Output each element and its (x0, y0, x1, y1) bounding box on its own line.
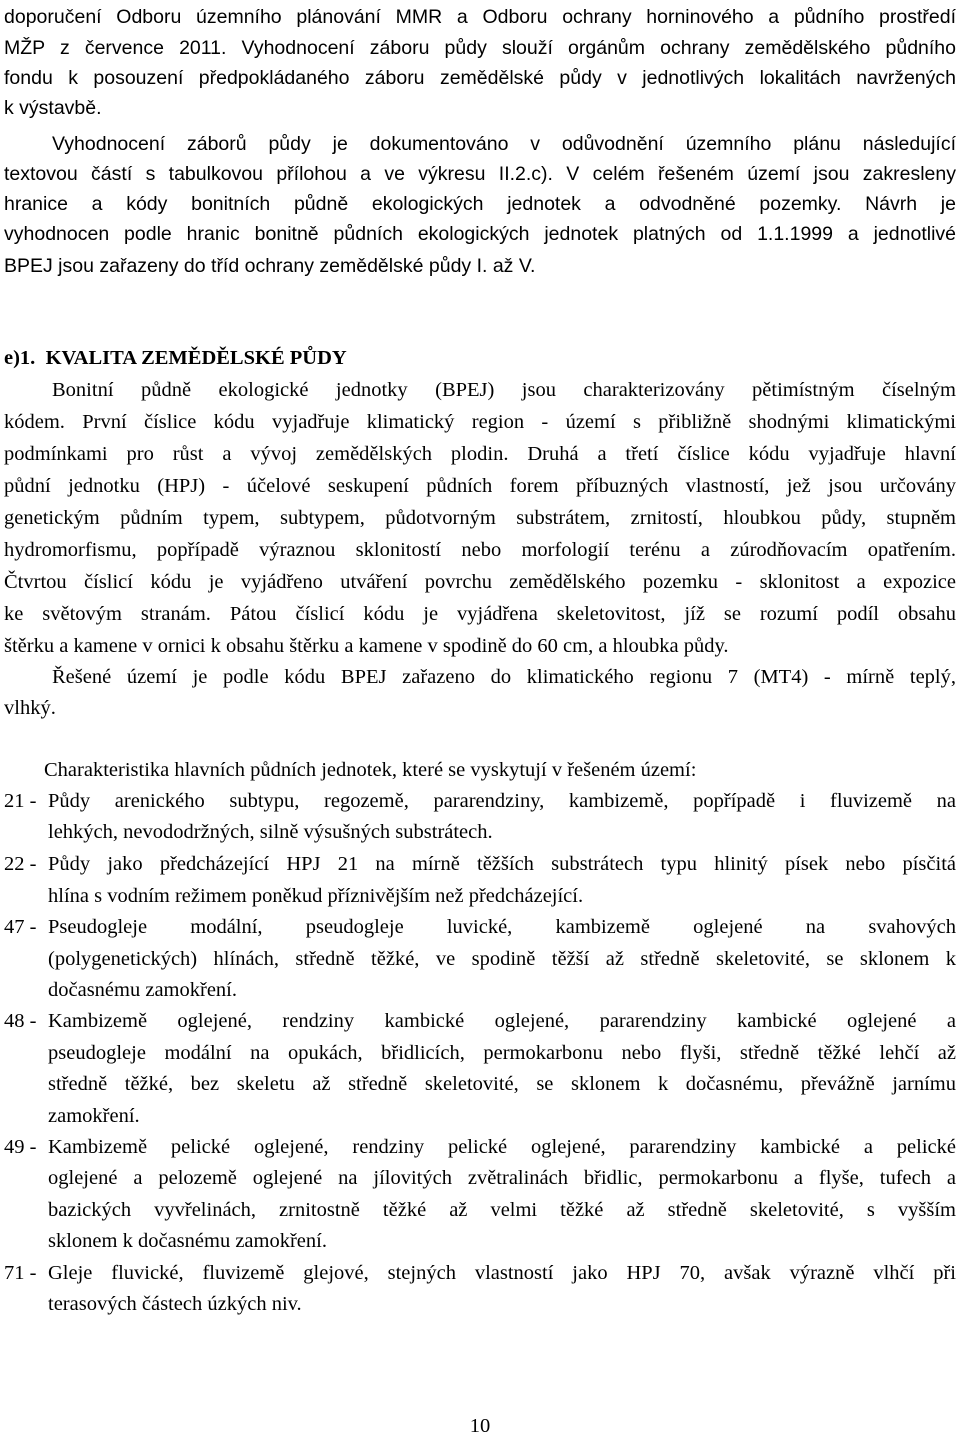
unit-line: bazických vyvřelinách, zrnitostně těžké až velmi těžké až středně skeletovité, s vyšším (48, 1199, 956, 1221)
unit-line: dočasnému zamokření. (48, 979, 237, 1001)
evaluation-line: vyhodnocen podle hranic bonitně půdních ekologických jednotek platných od 1.1.1999 a jednotlivé (4, 223, 956, 245)
intro-line: k výstavbě. (4, 97, 102, 119)
unit-line: (polygenetických) hlínách, středně těžké, ve spodině těžší až středně skeletovité, se sklonem k (48, 948, 956, 970)
region-line: vlhký. (4, 697, 56, 719)
section-line: genetickým půdním typem, subtypem, půdotvorným substrátem, zrnitostí, hloubkou půdy, stupněm (4, 507, 956, 529)
evaluation-line: hranice a kódy bonitních půdně ekologických jednotek a odvodněné pozemky. Návrh je (4, 193, 956, 215)
section-line: hydromorfismu, popřípadě výraznou sklonitostí nebo morfologií terénu a zúrodňovacím opatřením. (4, 539, 956, 561)
section-line: půdní jednotku (HPJ) - účelové seskupení půdních forem příbuzných vlastností, jež jsou určovány (4, 475, 956, 497)
unit-code: 71 - (4, 1262, 37, 1284)
unit-line: terasových částech úzkých niv. (48, 1293, 302, 1315)
unit-code: 49 - (4, 1136, 37, 1158)
unit-code: 22 - (4, 853, 37, 875)
section-number: e)1. (4, 347, 36, 369)
section-line: podmínkami pro růst a vývoj zemědělských plodin. Druhá a třetí číslice kódu vyjadřuje hlavní (4, 443, 956, 465)
evaluation-line: Vyhodnocení záborů půdy je dokumentováno v odůvodnění územního plánu následující (52, 133, 956, 155)
units-intro: Charakteristika hlavních půdních jednotek, které se vyskytují v řešeném území: (44, 759, 697, 781)
evaluation-line: BPEJ jsou zařazeny do tříd ochrany zemědělské půdy I. až V. (4, 255, 536, 277)
unit-line: Půdy jako předcházející HPJ 21 na mírně těžších substrátech typu hlinitý písek nebo písčitá (48, 853, 956, 875)
unit-line: Pseudogleje modální, pseudogleje luvické, kambizemě oglejené na svahových (48, 916, 956, 938)
unit-line: Kambizemě oglejené, rendziny kambické oglejené, pararendziny kambické oglejené a (48, 1010, 956, 1032)
unit-line: středně těžké, bez skeletu až středně skeletovité, se sklonem k dočasnému, převážně jarnímu (48, 1073, 956, 1095)
unit-line: oglejené a pelozemě oglejené na jílovitých zvětralinách břidlic, permokarbonu a flyše, tufech a (48, 1167, 956, 1189)
unit-line: pseudogleje modální na opukách, břidlicích, permokarbonu nebo flyši, středně těžké lehčí až (48, 1042, 956, 1064)
unit-line: hlína s vodním režimem poněkud příznivějším než předcházející. (48, 885, 584, 907)
section-title: KVALITA ZEMĚDĚLSKÉ PŮDY (45, 347, 347, 369)
unit-code: 21 - (4, 790, 37, 812)
section-heading (4, 342, 956, 374)
intro-line: fondu k posouzení předpokládaného záboru zemědělské půdy v jednotlivých lokalitách navržených (4, 67, 956, 89)
unit-line: Půdy arenického subtypu, regozemě, pararendziny, kambizemě, popřípadě i fluvizemě na (48, 790, 956, 812)
region-line: Řešené území je podle kódu BPEJ zařazeno do klimatického regionu 7 (MT4) - mírně teplý, (52, 666, 956, 688)
section-line: kódem. První číslice kódu vyjadřuje klimatický region - území s přibližně shodnými klimatickými (4, 411, 956, 433)
page-number: 10 (469, 1415, 491, 1437)
unit-code: 48 - (4, 1010, 37, 1032)
unit-code: 47 - (4, 916, 37, 938)
unit-line: zamokření. (48, 1105, 140, 1127)
unit-line: Gleje fluvické, fluvizemě glejové, stejných vlastností jako HPJ 70, avšak výrazně vlhčí při (48, 1262, 956, 1284)
unit-line: Kambizemě pelické oglejené, rendziny pelické oglejené, pararendziny kambické a pelické (48, 1136, 956, 1158)
evaluation-line: textovou částí s tabulkovou přílohou a ve výkresu II.2.c). V celém řešeném území jsou zakresleny (4, 163, 956, 185)
section-line: Čtvrtou číslicí kódu je vyjádřeno utváření povrchu zemědělského pozemku - sklonitost a expozice (4, 571, 956, 593)
section-line: ke světovým stranám. Pátou číslicí kódu je vyjádřena skeletovitost, jíž se rozumí podíl obsahu (4, 603, 956, 625)
intro-line: doporučení Odboru územního plánování MMR a Odboru ochrany horninového a půdního prostředí (4, 6, 956, 28)
unit-line: sklonem k dočasnému zamokření. (48, 1230, 327, 1252)
section-line: Bonitní půdně ekologické jednotky (BPEJ) jsou charakterizovány pětimístným číselným (52, 379, 956, 401)
unit-line: lehkých, nevododržných, silně výsušných substrátech. (48, 821, 493, 843)
intro-line: MŽP z července 2011. Vyhodnocení záboru půdy slouží orgánům ochrany zemědělského půdního (4, 37, 956, 59)
section-line: štěrku a kamene v ornici k obsahu štěrku a kamene v spodině do 60 cm, a hloubka půdy. (4, 635, 729, 657)
